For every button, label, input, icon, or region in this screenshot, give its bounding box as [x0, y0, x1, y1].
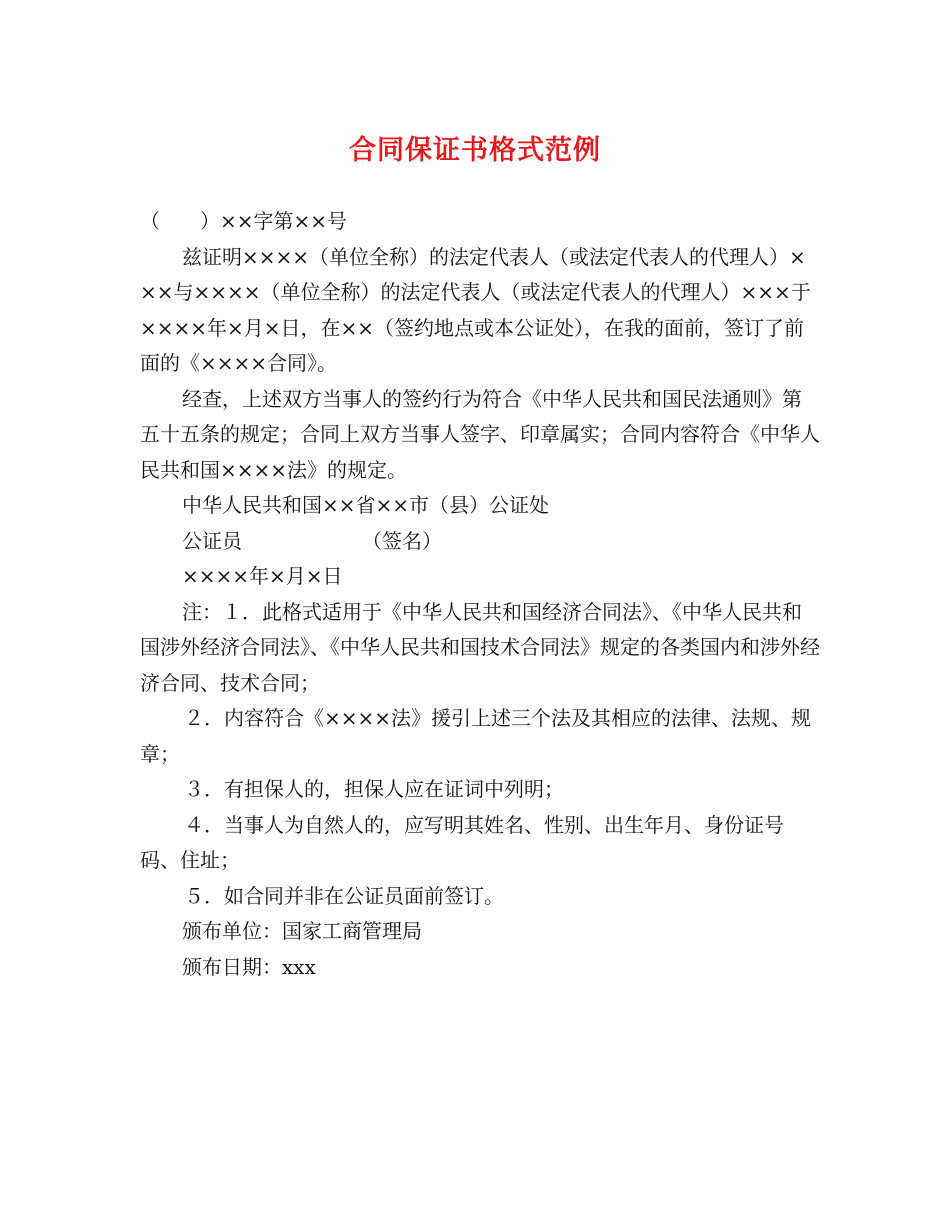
- document-title: 合同保证书格式范例: [349, 135, 601, 166]
- notary-office: 中华人民共和国××省××市（县）公证处: [182, 493, 550, 517]
- note-item-3: ３．有担保人的，担保人应在证词中列明；: [184, 777, 564, 801]
- verification-paragraph: 经查，上述双方当事人的签约行为符合《中华人民共和国民法通则》第五十五条的规定；合同上双方当事人签字、印章属实；合同内容符合《中华人民共和国××××法》的规定。: [140, 386, 820, 482]
- note-item-2: ２．内容符合《××××法》援引上述三个法及其相应的法律、法规、规章；: [140, 706, 812, 766]
- notary-signature-line: [140, 524, 820, 560]
- note-item-4: ４．当事人为自然人的，应写明其姓名、性别、出生年月、身份证号码、住址；: [140, 812, 784, 872]
- note-item-1: 注：１．此格式适用于《中华人民共和国经济合同法》、《中华人民共和国涉外经济合同法》、《中华人民共和国技术合同法》规定的各类国内和涉外经济合同、技术合同；: [140, 599, 820, 695]
- sign-date: ××××年×月×日: [182, 564, 343, 588]
- issue-date-line: 颁布日期：xxx: [182, 954, 316, 979]
- document-number: （ ）××字第××号: [140, 209, 348, 233]
- document-body: [140, 204, 820, 985]
- certification-paragraph: 兹证明××××（单位全称）的法定代表人（或法定代表人的代理人）×××与××××（单位全称）的法定代表人（或法定代表人的代理人）×××于××××年×月×日，在××（签约地点或本公证处），在我的面前，签订了前面的《××××合同》。: [140, 244, 811, 375]
- notary-label: 公证员: [182, 528, 242, 553]
- signature-label: （签名）: [362, 528, 442, 553]
- note-item-5: ５．如合同并非在公证员面前签订。: [184, 883, 504, 908]
- issuer-line: 颁布单位：国家工商管理局: [182, 919, 422, 943]
